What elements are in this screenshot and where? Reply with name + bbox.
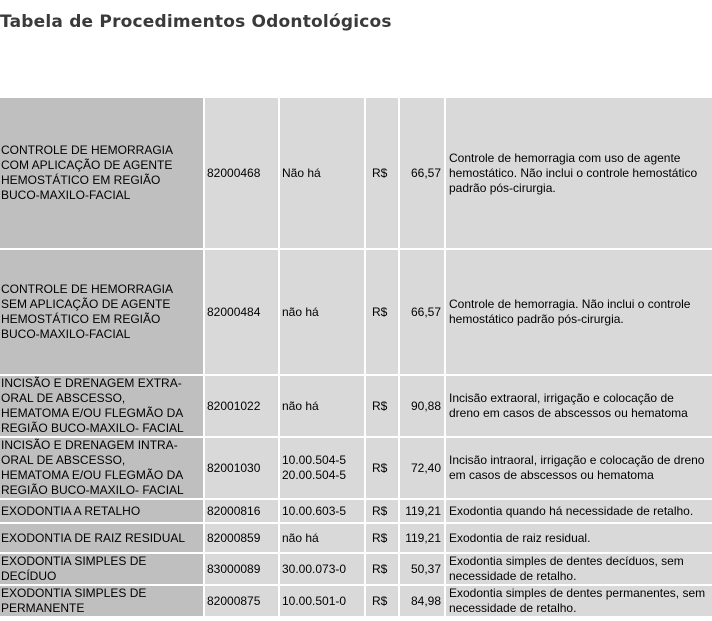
price-cell: 119,21 (400, 500, 444, 522)
procedure-name-cell-line: CONTROLE DE HEMORRAGIA (1, 143, 174, 157)
table-row (0, 554, 712, 584)
procedure-name-cell-line: INCISÃO E DRENAGEM EXTRA- (1, 376, 182, 390)
procedure-description-cell (446, 438, 712, 498)
procedure-name-cell-line: HEMATOMA E/OU FLEGMÃO DA (1, 468, 184, 482)
procedure-description-cell-line: necessidade de retalho. (449, 601, 577, 615)
procedure-name-cell (0, 586, 203, 616)
procedure-description-cell (446, 554, 712, 584)
procedure-name-cell (0, 554, 203, 584)
reference-code-cell-line: não há (282, 398, 319, 413)
procedure-name-cell (0, 524, 203, 552)
table-row (0, 250, 712, 374)
procedure-name-cell-line: EXODONTIA SIMPLES DE (1, 554, 147, 568)
procedure-description-cell (446, 98, 712, 248)
reference-code-cell (280, 554, 364, 584)
procedure-name-cell (0, 500, 203, 522)
reference-code-cell-line: não há (282, 530, 319, 545)
table-row (0, 586, 712, 616)
procedure-description-cell (446, 500, 712, 522)
currency-cell: R$ (366, 98, 398, 248)
reference-code-cell-line: 30.00.073-0 (282, 561, 347, 576)
table-row (0, 376, 712, 436)
price-cell: 66,57 (400, 250, 444, 374)
table-row (0, 524, 712, 552)
reference-code-cell (280, 524, 364, 552)
procedure-name-cell-line: HEMOSTÁTICO EM REGIÃO (1, 312, 161, 326)
procedure-name-cell-line: REGIÃO BUCO-MAXILO- FACIAL (1, 483, 184, 497)
procedure-description-cell-line: necessidade de retalho. (449, 569, 577, 583)
currency-cell: R$ (366, 250, 398, 374)
procedure-description-cell (446, 586, 712, 616)
procedure-description-cell-line: Exodontia simples de dentes decíduos, sem (449, 554, 684, 568)
reference-code-cell (280, 500, 364, 522)
procedure-name-cell-line: PERMANENTE (1, 601, 85, 615)
procedure-description-cell-line: Controle de hemorragia. Não inclui o controle (449, 297, 691, 311)
procedure-name-cell (0, 250, 203, 374)
procedure-name-cell-line: COM APLICAÇÃO DE AGENTE (1, 158, 173, 172)
table-row (0, 500, 712, 522)
procedure-name-cell-line: REGIÃO BUCO-MAXILO- FACIAL (1, 421, 184, 435)
procedure-description-cell-line: padrão pós-cirurgia. (449, 180, 556, 195)
procedures-table (0, 96, 712, 618)
currency-cell: R$ (366, 376, 398, 436)
procedure-name-cell-line: ORAL DE ABSCESSO, (1, 391, 126, 405)
procedure-description-cell-line: hemostático. Não inclui o controle hemostático (449, 165, 698, 180)
table-row (0, 438, 712, 498)
currency-cell: R$ (366, 500, 398, 522)
procedure-name-cell-line: ORAL DE ABSCESSO, (1, 453, 126, 467)
reference-code-cell-line: 10.00.603-5 (282, 503, 347, 518)
reference-code-cell (280, 98, 364, 248)
procedure-description-cell-line: dreno em casos de abscessos ou hematoma (449, 406, 688, 420)
procedure-description-cell (446, 524, 712, 552)
procedure-name-cell (0, 376, 203, 436)
procedure-name-cell-line: INCISÃO E DRENAGEM INTRA- (1, 438, 178, 452)
procedure-code-cell: 82000875 (205, 586, 278, 616)
reference-code-cell (280, 586, 364, 616)
reference-code-cell (280, 250, 364, 374)
currency-cell: R$ (366, 586, 398, 616)
procedure-description-cell-line: em casos de abscessos ou hematoma (449, 468, 654, 482)
procedure-code-cell: 82000859 (205, 524, 278, 552)
table-row (0, 98, 712, 248)
procedure-description-cell (446, 250, 712, 374)
procedures-table-body (0, 98, 712, 616)
procedure-name-cell-line: HEMOSTÁTICO EM REGIÃO (1, 173, 161, 187)
procedure-name-cell-line: SEM APLICAÇÃO DE AGENTE (1, 297, 171, 311)
reference-code-cell-line: Não há (282, 165, 321, 180)
procedure-code-cell: 82001022 (205, 376, 278, 436)
procedure-description-cell-line: Controle de hemorragia com uso de agente (449, 150, 681, 165)
reference-code-cell-line: 10.00.504-5 (282, 453, 347, 467)
procedure-code-cell: 82001030 (205, 438, 278, 498)
procedure-code-cell: 82000484 (205, 250, 278, 374)
reference-code-cell-line: 20.00.504-5 (282, 468, 347, 482)
procedure-name-cell-line: EXODONTIA A RETALHO (1, 503, 141, 518)
reference-code-cell (280, 438, 364, 498)
page-title: Tabela de Procedimentos Odontológicos (0, 12, 392, 32)
currency-cell: R$ (366, 554, 398, 584)
procedure-description-cell-line: Exodontia de raiz residual. (449, 530, 591, 545)
currency-cell: R$ (366, 524, 398, 552)
price-cell: 66,57 (400, 98, 444, 248)
procedure-description-cell-line: hemostático padrão pós-cirurgia. (449, 312, 624, 326)
procedure-description-cell-line: Incisão intraoral, irrigação e colocação de dreno (449, 453, 705, 467)
procedure-description-cell-line: Incisão extraoral, irrigação e colocação de (449, 391, 674, 405)
procedure-description-cell-line: Exodontia simples de dentes permanentes, sem (449, 586, 706, 600)
currency-cell: R$ (366, 438, 398, 498)
procedure-name-cell-line: BUCO-MAXILO-FACIAL (1, 188, 131, 202)
price-cell: 72,40 (400, 438, 444, 498)
reference-code-cell (280, 376, 364, 436)
procedure-name-cell-line: HEMATOMA E/OU FLEGMÃO DA (1, 406, 184, 420)
price-cell: 90,88 (400, 376, 444, 436)
price-cell: 119,21 (400, 524, 444, 552)
reference-code-cell-line: não há (282, 304, 319, 319)
procedure-name-cell (0, 438, 203, 498)
procedure-name-cell-line: DECÍDUO (1, 569, 57, 583)
procedure-code-cell: 82000816 (205, 500, 278, 522)
procedure-name-cell-line: CONTROLE DE HEMORRAGIA (1, 282, 174, 296)
procedure-description-cell-line: Exodontia quando há necessidade de retalho. (449, 503, 694, 518)
procedure-name-cell-line: EXODONTIA SIMPLES DE (1, 586, 147, 600)
procedure-name-cell-line: BUCO-MAXILO-FACIAL (1, 327, 131, 341)
price-cell: 84,98 (400, 586, 444, 616)
procedure-description-cell (446, 376, 712, 436)
reference-code-cell-line: 10.00.501-0 (282, 593, 347, 608)
procedure-name-cell (0, 98, 203, 248)
price-cell: 50,37 (400, 554, 444, 584)
procedure-code-cell: 82000468 (205, 98, 278, 248)
procedure-name-cell-line: EXODONTIA DE RAIZ RESIDUAL (1, 530, 186, 545)
procedure-code-cell: 83000089 (205, 554, 278, 584)
